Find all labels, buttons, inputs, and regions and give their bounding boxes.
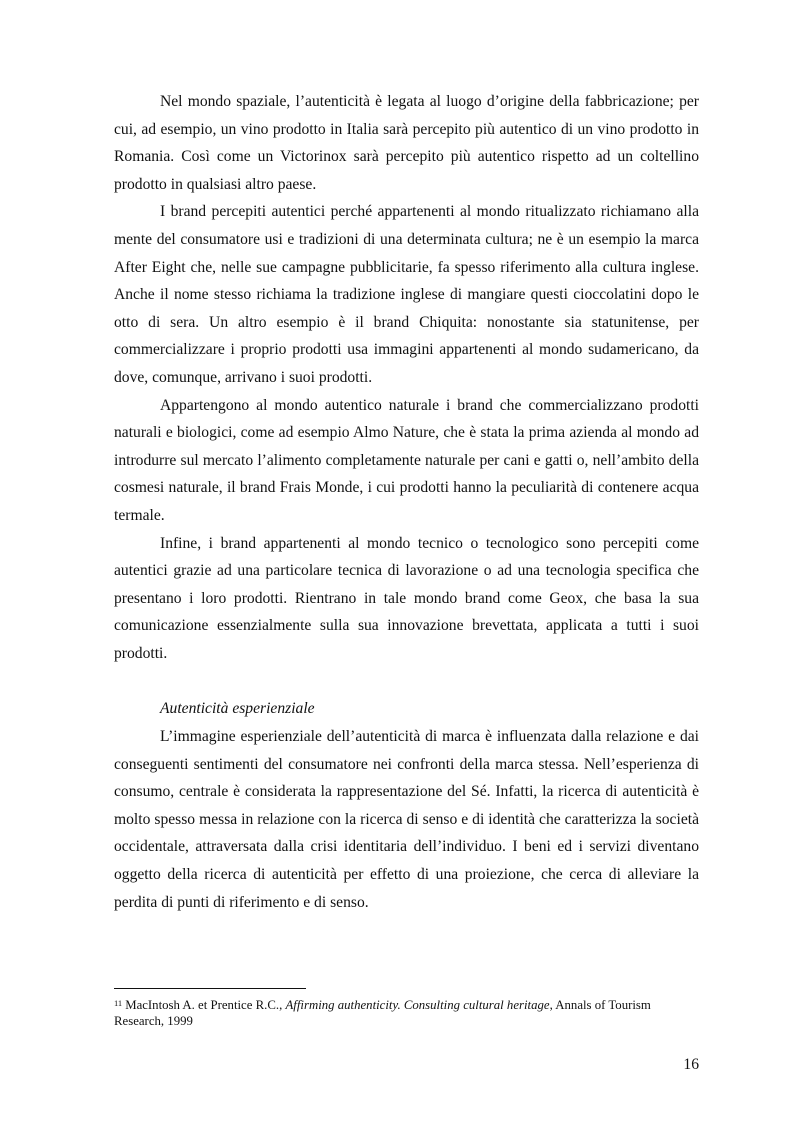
footnote-divider xyxy=(114,988,306,989)
page-number: 16 xyxy=(683,1056,699,1073)
footnote-number: 11 xyxy=(114,998,123,1008)
paragraph-experiential-authenticity: L’immagine esperienziale dell’autenticità di marca è influenzata dalla relazione e dai conseguenti sentimenti del consumatore nei confronti della marca stessa. Nell’esperienza di consumo, centrale è considerata la rappresentazione del Sé. Infatti, la ricerca di autenticità è molto spesso messa in relazione con la ricerca di senso e di identità che caratterizza la società occidentale, attraversata dalla crisi identitaria dell’individuo. I beni ed i servizi diventano oggetto della ricerca di autenticità per effetto di una proiezione, che cerca di alleviare la perdita di punti di riferimento e di senso. xyxy=(114,728,699,911)
footnote-authors: MacIntosh A. et Prentice R.C., xyxy=(125,998,283,1012)
body-text xyxy=(114,88,699,916)
paragraph-natural-world: Appartengono al mondo autentico naturale i brand che commercializzano prodotti naturali e biologici, come ad esempio Almo Nature, che è stata la prima azienda al mondo ad introdurre sul mercato l’alimento completamente naturale per cani e gatti o, nell’ambito della cosmesi naturale, il brand Frais Monde, i cui prodotti hanno la peculiarità di contenere acqua termale. xyxy=(114,396,699,524)
paragraph-ritualized-world: I brand percepiti autentici perché appartenenti al mondo ritualizzato richiamano alla mente del consumatore usi e tradizioni di una determinata cultura; ne è un esempio la marca After Eight che, nelle sue campagne pubblicitarie, fa spesso riferimento alla cultura inglese. Anche il nome stesso richiama la tradizione inglese di mangiare questi cioccolatini dopo le otto di sera. Un altro esempio è il brand Chiquita: nonostante sia statunitense, per commercializzare i proprio prodotti usa immagini appartenenti al mondo sudamericano, da dove, comunque, arrivano i suoi prodotti. xyxy=(114,203,699,386)
section-heading: Autenticità esperienziale xyxy=(160,700,315,718)
paragraph-technical-world: Infine, i brand appartenenti al mondo tecnico o tecnologico sono percepiti come autentici grazie ad una particolare tecnica di lavorazione o ad una tecnologia specifica che presentano i loro prodotti. Rientrano in tale mondo brand come Geox, che basa la sua comunicazione essenzialmente sulla sua innovazione brevettata, applicata a tutti i suoi prodotti. xyxy=(114,534,699,662)
footnote-title: Affirming authenticity. Consulting cultural heritage xyxy=(285,998,550,1012)
footnote xyxy=(114,997,699,1029)
paragraph-spatial-world: Nel mondo spaziale, l’autenticità è legata al luogo d’origine della fabbricazione; per cui, ad esempio, un vino prodotto in Italia sarà percepito più autentico di un vino prodotto in Romania. Così come un Victorinox sarà percepito più autentico rispetto ad un coltellino prodotto in qualsiasi altro paese. xyxy=(114,93,699,193)
footnote-source: , Annals of Tourism Research, 1999 xyxy=(114,998,651,1028)
